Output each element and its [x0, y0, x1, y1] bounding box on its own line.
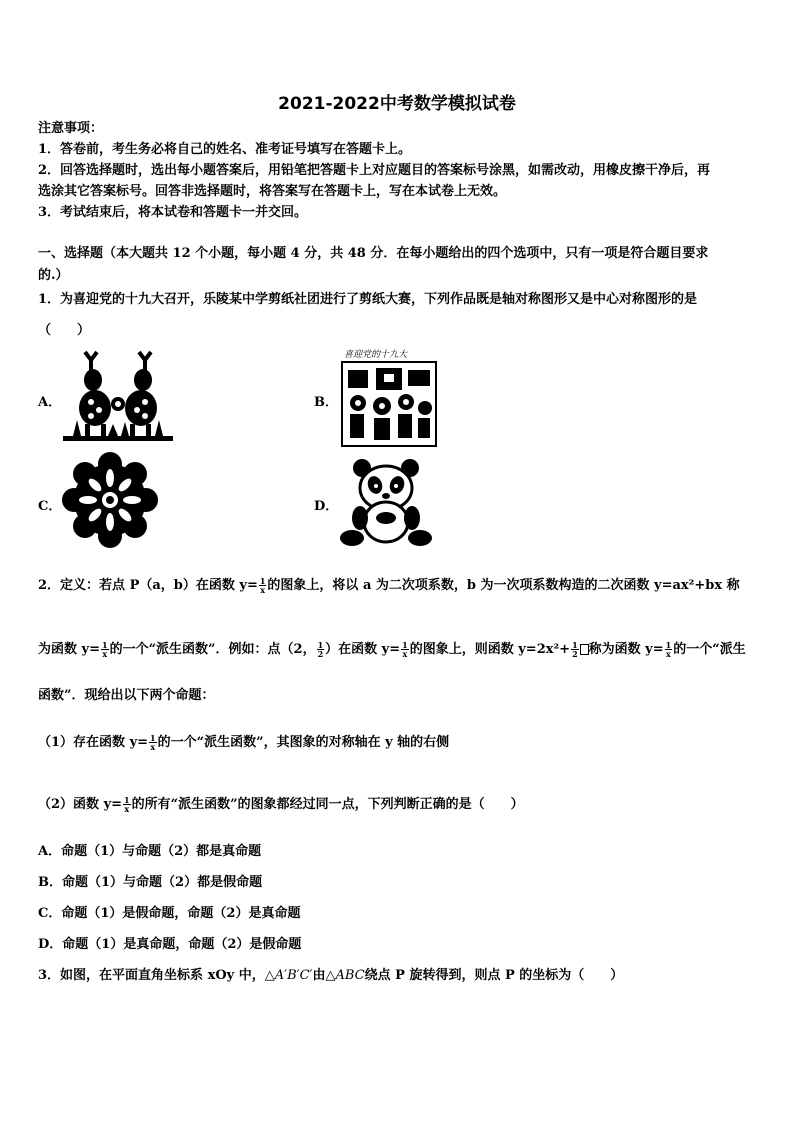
triangle-abc: △ABC: [325, 968, 365, 983]
notice-line-3: 3．考试结束后，将本试卷和答题卡一并交回。: [38, 205, 308, 220]
triangle-a-prime: △A′B′C′: [264, 968, 313, 983]
question-2-line-2: 为函数 y= $\frac{1}{x}$ 的一个“派生函数”．例如：点（2， $\frac{1}{2}$ ）在函数 y= $\frac{1}{x}$ 的图象上，则函数 y=2x²+ $\frac{1}{2}$ 称为函数 y= $\frac{1}{x}$ 的一个“派生: [38, 640, 746, 659]
notice-line-1: 1．答卷前，考生务必将自己的姓名、准考证号填写在答题卡上。: [38, 142, 412, 157]
question-1-paren: （ ）: [38, 323, 91, 338]
notice-heading: 注意事项：: [38, 121, 104, 136]
q2-option-a: A．命题（1）与命题（2）都是真命题: [38, 844, 262, 859]
question-3-text: 3．如图，在平面直角坐标系 xOy 中，△A′B′C′由△ABC绕点 P 旋转得到，则点 P 的坐标为（ ）: [38, 968, 624, 983]
notice-line-2b: 选涂其它答案标号。回答非选择题时，将答案写在答题卡上，写在本试卷上无效。: [38, 184, 507, 199]
question-2-line-1: 2．定义：若点 P（a，b）在函数 y= $\frac{1}{x}$ 的图象上，将以 a 为二次项系数，b 为一次项系数构造的二次函数 y=ax²+bx 称: [38, 576, 740, 595]
section-heading-line-1: 一、选择题（本大题共 12 个小题，每小题 4 分，共 48 分．在每小题给出的四个选项中，只有一项是符合题目要求: [38, 246, 709, 261]
deer-papercut-image: [63, 350, 173, 445]
fraction-1-over-x: $\frac{1}{x}$: [259, 576, 266, 595]
section-heading-line-2: 的.）: [38, 268, 69, 283]
flower-papercut-image: [62, 452, 158, 548]
papercut-caption: 喜迎党的十九大: [344, 350, 408, 360]
fraction-one-half: $\frac{1}{2}$: [317, 640, 324, 659]
question-1-text: 1．为喜迎党的十九大召开，乐陵某中学剪纸社团进行了剪纸大赛，下列作品既是轴对称图形又是中心对称图形的是: [38, 292, 698, 307]
missing-glyph-box: [580, 644, 589, 655]
q2-option-b: B．命题（1）与命题（2）都是假命题: [38, 875, 263, 890]
panda-papercut-image: [340, 458, 432, 548]
proposition-1: （1）存在函数 y= $\frac{1}{x}$ 的一个“派生函数”，其图象的对称轴在 y 轴的右侧: [38, 733, 450, 752]
page-title: 2021-2022中考数学模拟试卷: [278, 94, 516, 114]
proposition-2: （2）函数 y= $\frac{1}{x}$ 的所有“派生函数”的图象都经过同一点，下列判断正确的是（ ）: [38, 795, 524, 814]
q1-option-b-label: B．: [314, 395, 338, 410]
q1-option-a-label: A．: [38, 395, 62, 410]
q2-option-c: C．命题（1）是假命题，命题（2）是真命题: [38, 906, 301, 921]
q1-option-c-label: C．: [38, 499, 62, 514]
celebration-papercut-image: [340, 348, 438, 448]
question-2-line-3: 函数”．现给出以下两个命题：: [38, 688, 215, 703]
q2-option-d: D．命题（1）是真命题，命题（2）是假命题: [38, 937, 302, 952]
notice-line-2a: 2．回答选择题时，选出每小题答案后，用铅笔把答题卡上对应题目的答案标号涂黑，如需改动，用橡皮擦干净后，再: [38, 163, 711, 178]
q1-option-d-label: D．: [314, 499, 339, 514]
